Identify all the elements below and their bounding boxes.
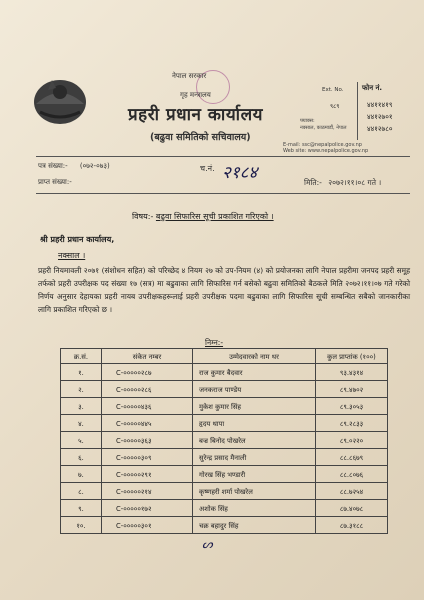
email-line: E-mail: ssc@nepalpolice.gov.np <box>283 142 362 148</box>
patra-value: (०७२-०७३) <box>79 162 110 170</box>
candidate-table <box>60 348 388 534</box>
score-cell: ८९.०२२० <box>316 432 388 449</box>
serial-cell: ६. <box>61 449 102 466</box>
header-divider <box>36 156 410 157</box>
name-cell: कृष्णहरी शर्मा पोखरेल <box>193 483 316 500</box>
patra-label: पत्र संख्या:- <box>38 162 68 170</box>
serial-cell: ३. <box>61 398 102 415</box>
phone-number-3: ४४१२७८० <box>367 125 393 133</box>
phone-number-1: ४४११४१९ <box>367 101 393 109</box>
code-cell: C-०००००२८७ <box>102 364 193 381</box>
date-label: मिति:- <box>304 178 322 187</box>
table-header-row <box>61 349 388 364</box>
score-cell: ८८.७२५४ <box>316 483 388 500</box>
phone-label: फोन नं. <box>362 84 383 92</box>
col-header-score: कुल प्राप्तांक (१००) <box>316 349 388 364</box>
serial-cell: १. <box>61 364 102 381</box>
date-line <box>304 178 381 188</box>
name-cell: जनकराज पाण्डेय <box>193 381 316 398</box>
score-cell: ८९.३०५३ <box>316 398 388 415</box>
ext-number: ९८९ <box>330 103 340 110</box>
table-row <box>61 466 388 483</box>
nepal-emblem-logo <box>30 70 90 128</box>
table-row <box>61 398 388 415</box>
recipient: श्री प्रहरी प्रधान कार्यालय, <box>40 235 115 244</box>
col-header-code: संकेत नम्बर <box>102 349 193 364</box>
name-cell: बज्र बिनोद पोखरेल <box>193 432 316 449</box>
office-title: प्रहरी प्रधान कार्यालय <box>128 105 263 125</box>
chalani-label: च.नं. <box>200 164 215 173</box>
score-cell: ८९.२८३३ <box>316 415 388 432</box>
address-line: नक्साल, काठमाडौं, नेपाल <box>300 125 347 131</box>
code-cell: C-०००००३६३ <box>102 432 193 449</box>
phone-number-2: ४४१२७०१ <box>367 113 393 121</box>
patra-sankhya <box>38 162 110 171</box>
subject-label: विषय:- <box>132 212 154 221</box>
table-row <box>61 415 388 432</box>
code-cell: C-०००००२८६ <box>102 381 193 398</box>
score-cell: ९३.४३१४ <box>316 364 388 381</box>
score-cell: ८७.३१८८ <box>316 517 388 534</box>
gov-line1: नेपाल सरकार <box>172 72 207 80</box>
address-line: फ्याक्स: <box>300 118 315 124</box>
serial-cell: ९. <box>61 500 102 517</box>
table-row <box>61 364 388 381</box>
code-cell: C-०००००३०९ <box>102 449 193 466</box>
score-cell: ८८.८०७६ <box>316 466 388 483</box>
code-cell: C-०००००१७२ <box>102 500 193 517</box>
name-cell: चक्र बहादुर सिंह <box>193 517 316 534</box>
list-heading: निम्न:- <box>205 338 224 347</box>
name-cell: अशोक सिंह <box>193 500 316 517</box>
meta-divider <box>36 193 410 194</box>
subject-line <box>132 211 274 222</box>
table-row <box>61 449 388 466</box>
email-block <box>283 142 368 154</box>
signature-mark: ᔕ <box>202 537 213 551</box>
name-cell: हृदय थापा <box>193 415 316 432</box>
code-cell: C-०००००४४५ <box>102 415 193 432</box>
code-cell: C-०००००४३६ <box>102 398 193 415</box>
address-block <box>300 118 347 132</box>
website-line: Web site: www.nepalpolice.gov.np <box>283 148 369 154</box>
code-cell: C-०००००३०१ <box>102 517 193 534</box>
code-cell: C-०००००२९१ <box>102 466 193 483</box>
subject-text: बढुवा सिफारिस सूची प्रकाशित गरिएको । <box>155 212 274 221</box>
score-cell: ८९.४७०२ <box>316 381 388 398</box>
body-paragraph: प्रहरी नियमावली २०७१ (संशोधन सहित) को परिच्छेद ४ नियम २७ को उप-नियम (४) को प्रयोजनका लागि नेपाल प्रहरीमा जनपद प्रहरी समूह तर्फको प्रहरी उपरीक्षक पद संख्या १७ (सत्र) मा बढुवाका लागि सिफारिस गर्न बसेको बढुवा समितिको बैठकले मिति २०७२।११।०७ गते गरेको निर्णय अनुसार देहायका प्रहरी नायब उपरीक्षकहरूलाई प्रहरी उपरीक्षक पदमा बढुवाका लागि सिफारिस सूची सम्बन्धित सबैको जानकारीका लागि प्रकाशित गरिएको छ । <box>38 266 410 314</box>
name-cell: गोरख सिंह भण्डारी <box>193 466 316 483</box>
serial-cell: ४. <box>61 415 102 432</box>
office-subtitle: (बढुवा समितिको सचिवालय) <box>150 132 251 143</box>
table-row <box>61 500 388 517</box>
name-cell: सुरेन्द्र प्रसाद मैनाली <box>193 449 316 466</box>
name-cell: मुकेश कुमार सिंह <box>193 398 316 415</box>
col-header-name: उम्मेदवारको नाम थर <box>193 349 316 364</box>
serial-cell: ८. <box>61 483 102 500</box>
score-cell: ८८.८६७९ <box>316 449 388 466</box>
table-row <box>61 381 388 398</box>
col-header-serial: क्र.सं. <box>61 349 102 364</box>
prapta-sankhya: प्राप्त संख्या:- <box>38 178 72 186</box>
table-row <box>61 483 388 500</box>
gov-line2: गृह मन्त्रालय <box>180 91 211 99</box>
name-cell: राज कुमार बैदवार <box>193 364 316 381</box>
serial-cell: २. <box>61 381 102 398</box>
date-value: २०७२।११।०८ गते । <box>328 178 382 187</box>
table-row <box>61 517 388 534</box>
table-row <box>61 432 388 449</box>
serial-cell: १०. <box>61 517 102 534</box>
ext-label: Ext. No. <box>322 87 344 93</box>
serial-cell: ५. <box>61 432 102 449</box>
serial-cell: ७. <box>61 466 102 483</box>
recipient-place: नक्साल । <box>58 251 86 260</box>
score-cell: ८७.४०७८ <box>316 500 388 517</box>
chalani-number-handwritten: २१८४ <box>222 163 258 183</box>
code-cell: C-०००००२१४ <box>102 483 193 500</box>
